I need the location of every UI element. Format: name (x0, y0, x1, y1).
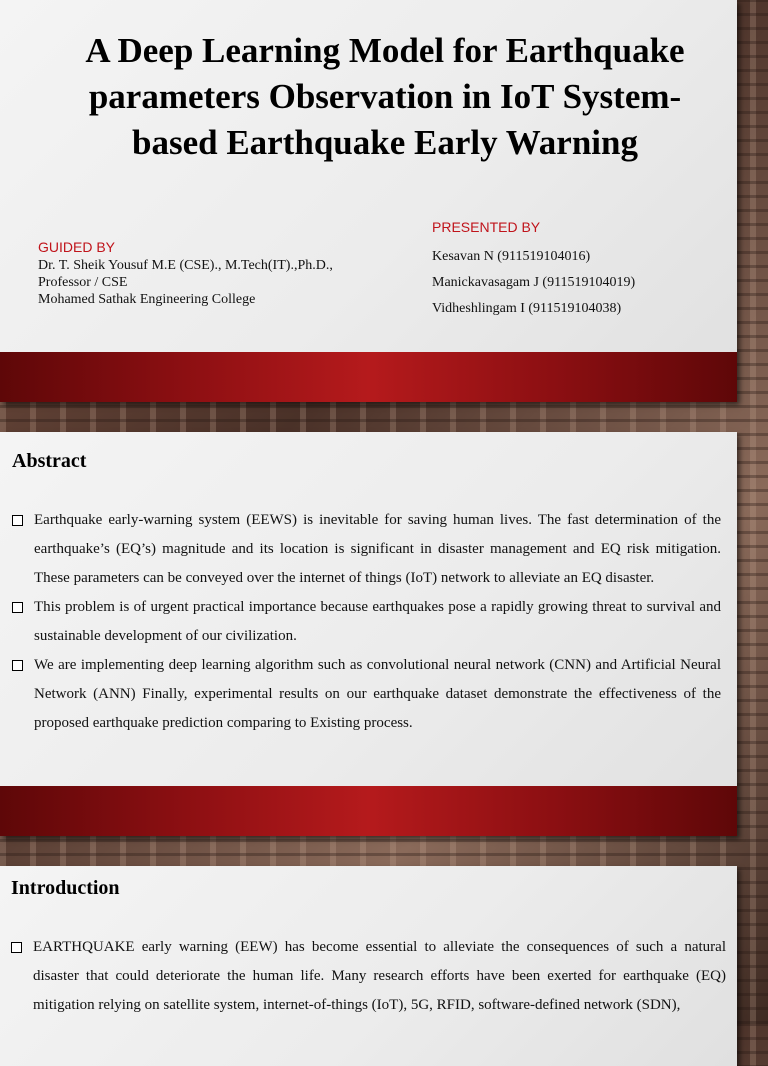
title-line: parameters Observation in IoT System- (88, 77, 682, 116)
title-line: based Earthquake Early Warning (132, 123, 638, 162)
bullet-text: We are implementing deep learning algorithm such as convolutional neural network (CNN) and Artificial Neural Network (ANN) Finally, experimental results on our earthquake dataset demonstrate the effectiveness of the proposed earthquake prediction comparing to Existing process. (34, 657, 721, 731)
abstract-slide (0, 432, 737, 836)
list-item (12, 593, 721, 651)
introduction-slide (0, 866, 737, 1066)
title-line: A Deep Learning Model for Earthquake (85, 31, 685, 70)
abstract-heading: Abstract (12, 450, 87, 472)
square-bullet-icon (12, 515, 23, 526)
bullet-text: This problem is of urgent practical importance because earthquakes pose a rapidly growing threat to survival and sustainable development of our civilization. (34, 599, 721, 644)
square-bullet-icon (12, 660, 23, 671)
square-bullet-icon (12, 602, 23, 613)
presenter-name: Manickavasagam J (911519104019) (432, 275, 636, 290)
list-item (12, 506, 721, 593)
introduction-heading: Introduction (11, 877, 120, 899)
presented-by-label: PRESENTED BY (432, 219, 541, 235)
guided-by-block (38, 239, 333, 308)
guide-name: Dr. T. Sheik Yousuf M.E (CSE)., M.Tech(IT).,Ph.D., (38, 258, 333, 273)
guided-by-label: GUIDED BY (38, 239, 116, 255)
bullet-text: EARTHQUAKE early warning (EEW) has become essential to alleviate the consequences of such a natural disaster that could deteriorate the human life. Many research efforts have been exerted for earthquake (EQ) mitigation relying on satellite system, internet-of-things (IoT), 5G, RFID, software-defined network (SDN), (33, 939, 726, 1013)
introduction-bullet-list (11, 933, 726, 1020)
square-bullet-icon (11, 942, 22, 953)
list-item (12, 651, 721, 738)
list-item (11, 933, 726, 1020)
guide-college: Mohamed Sathak Engineering College (38, 292, 256, 307)
red-banner (0, 352, 737, 402)
presenter-name: Vidheshlingam I (911519104038) (432, 301, 622, 316)
red-banner (0, 786, 737, 836)
presentation-title (20, 28, 750, 166)
abstract-bullet-list (12, 506, 721, 738)
guide-designation: Professor / CSE (38, 275, 128, 290)
presenter-name: Kesavan N (911519104016) (432, 249, 591, 264)
bullet-text: Earthquake early-warning system (EEWS) is inevitable for saving human lives. The fast determination of the earthquake’s (EQ’s) magnitude and its location is significant in disaster management and EQ risk mitigation. These parameters can be conveyed over the internet of things (IoT) network to alleviate an EQ disaster. (34, 512, 721, 586)
presented-by-block (432, 219, 635, 327)
title-slide (0, 0, 737, 402)
